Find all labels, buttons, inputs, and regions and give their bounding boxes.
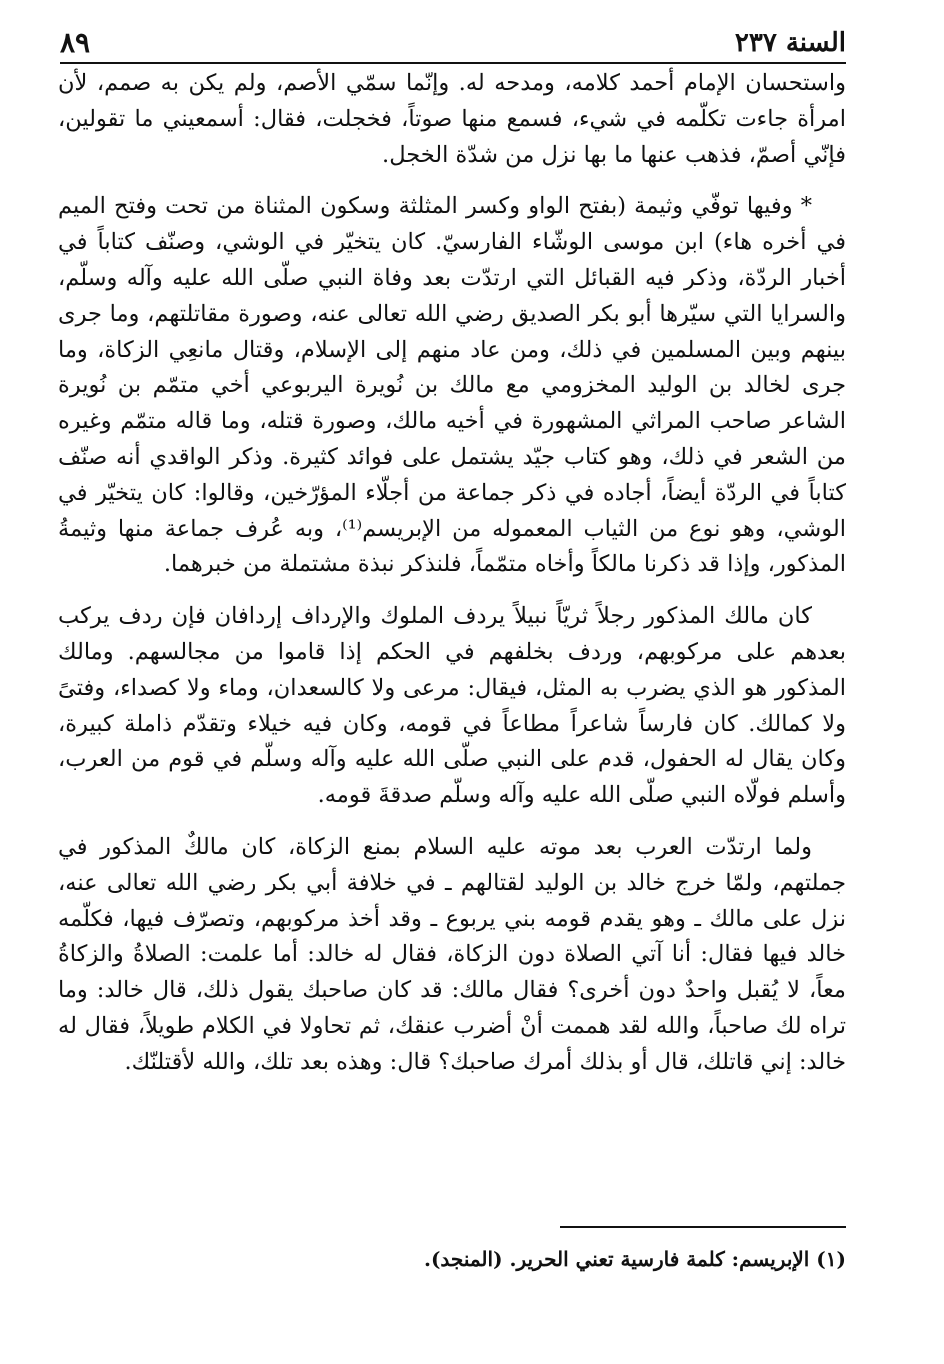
footnote-rule [560,1226,846,1228]
header-rule [60,62,846,64]
paragraph-ridda: ولما ارتدّت العرب بعد موته عليه السلام بمنع الزكاة، كان مالكٌ المذكور في جملتهم، ولمّا خرج خالد بن الوليد لقتالهم ـ في خلافة أبي بكر رضي الله تعالى عنه، نزل على مالك ـ وهو يقدم قومه بني يربوع ـ وقد أخذ مركوبهم، وتصرّف فيها، فكلّمه خالد فيها فقال: أنا آتي الصلاة دون الزكاة، فقال له خالد: أما علمت: الصلاةُ والزكاةُ معاً، لا يُقبل واحدٌ دون أخرى؟ فقال مالك: قد كان صاحبك يقول ذلك، قال خالد: وما تراه لك صاحباً، والله لقد هممت أنْ أضرب عنقك، ثم تحاولا في الكلام طويلاً، فقال له خالد: إني قاتلك، قال أو بذلك أمرك صاحبك؟ قال: وهذه بعد تلك، والله لأقتلنّك. [58,833,846,1075]
running-title: السنة ٢٣٧ [734,28,846,58]
paragraph-continuation: واستحسان الإمام أحمد كلامه، ومدحه له. وإنّما سمّي الأصم، ولم يكن به صمم، لأن امرأة جاءت تكلّمه في شيء، فسمع منها صوتاً، فخجلت، فقال: أسمعيني ما تقولين، فإنّي أصمّ، فذهب عنها ما بها نزل من شدّة الخجل. [58,70,846,168]
paragraph-malik: كان مالك المذكور رجلاً ثريّاً نبيلاً يردف الملوك والإرداف إردافان فإن ردف يركب بعدهم على مركوبهم، وردف بخلفهم في الحكم إذا قاموا من مجالسهم. ومالك المذكور هو الذي يضرب به المثل، فيقال: مرعى ولا كالسعدان، وماء ولا كصداء، وفتىً ولا كمالك. كان فارساً شاعراً مطاعاً في قومه، وكان فيه خيلاء وتقدّم ذاملة كبيرة، وكان يقال له الحفول، قدم على النبي صلّى الله عليه وآله وسلّم في قوم من العرب، وأسلم فولّاه النبي صلّى الله عليه وآله وسلّم صدقةَ قومه. [58,603,846,809]
page-header [60,26,846,62]
footnote: (١) الإبريسم: كلمة فارسية تعني الحرير. (المنجد). [423,1247,846,1271]
paragraph-wathima: * وفيها توفّي وثيمة (بفتح الواو وكسر المثلثة وسكون المثناة من تحت وفتح الميم في أخره هاء) ابن موسى الوشّاء الفارسيّ. كان يتخيّر في الوشي، وصنّف كتاباً في أخبار الردّة، وذكر فيه القبائل التي ارتدّت بعد وفاة النبي صلّى الله عليه وآله وسلّم، والسرايا التي سيّرها أبو بكر الصديق رضي الله تعالى عنه، وصورة مقاتلتهم، وما جرى بينهم وبين المسلمين في ذلك، ومن عاد منهم إلى الإسلام، وقتال مانعِي الزكاة، وما جرى لخالد بن الوليد المخزومي مع مالك بن نُويرة اليربوعي أخي متمّم بن نُويرة الشاعر صاحب المراثي المشهورة في أخيه مالك، وصورة قتله، وما قاله متمّم وغيره من الشعر في ذلك، وهو كتاب جيّد يشتمل على فوائد كثيرة. وذكر الواقدي أنه صنّف كتاباً في الردّة أيضاً، أجاده في ذكر جماعة من أجلّاء المؤرّخين، وقالوا: كان يتخيّر في الوشي، وهو نوع من الثياب المعموله من الإبريسم⁽¹⁾، وبه عُرف جماعة منها وثيمةُ المذكور، وإذا قد ذكرنا مالكاً وأخاه متمّماً، فلنذكر نبذة مشتملة من خبرهما. [58,193,846,578]
body-text [58,66,846,1081]
page-number: ٨٩ [60,26,91,59]
